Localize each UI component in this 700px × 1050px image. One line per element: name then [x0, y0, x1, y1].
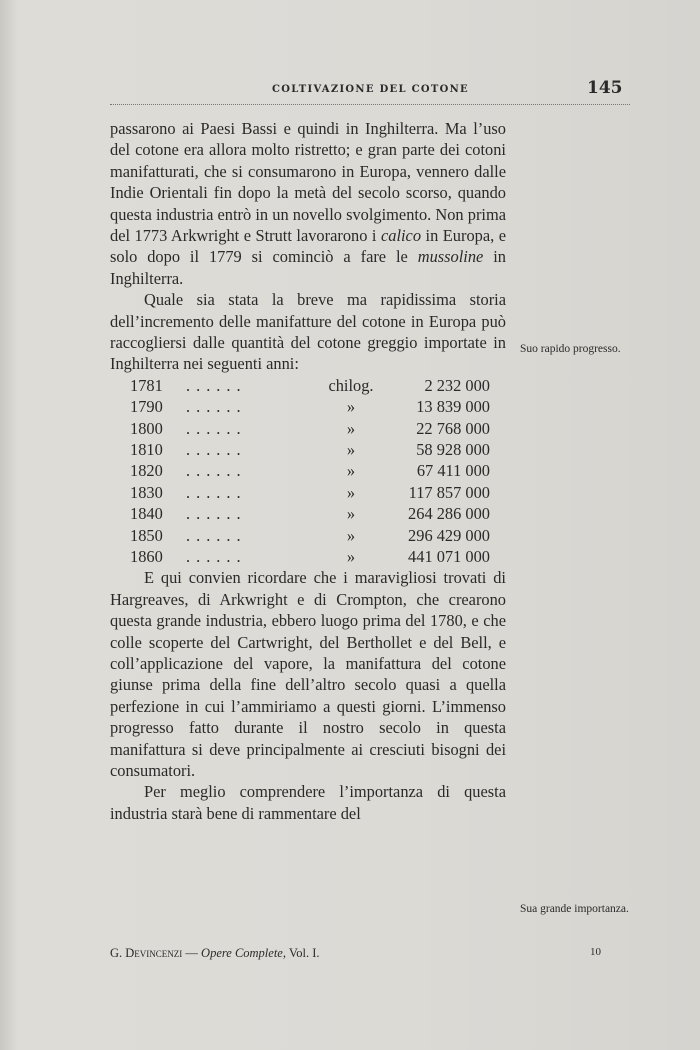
table-cell-value: 296 429 000 — [408, 525, 490, 545]
table-cell-dots: ...... — [186, 461, 247, 481]
signature-number: 10 — [590, 946, 601, 958]
paragraph-4: Per meglio comprendere l’importanza di questa industria starà bene di rammentare del — [110, 782, 506, 823]
running-title: COLTIVAZIONE DEL COTONE — [272, 84, 469, 95]
footer — [110, 946, 610, 966]
table-cell-dots: ...... — [186, 525, 247, 545]
table-cell-unit: » — [346, 525, 356, 545]
paragraph-1: passarono ai Paesi Bassi e quindi in Inghilterra. Ma l’uso del cotone era allora molto ristretto; e gran parte dei cotoni manifatturati, che si consumarono in Europa, vennero dalle Indie Orientali fin dopo la metà del secolo scorso, quando questa industria entrò in un novello svolgimento. Non prima del 1773 Arkwright e Strutt lavorarono i calico in Europa, e solo dopo il 1779 si cominciò a fare le mussoline in Inghilterra. — [110, 119, 506, 288]
table-row — [130, 460, 490, 481]
table-cell-value: 13 839 000 — [416, 397, 490, 417]
table-cell-unit: chilog. — [328, 375, 374, 395]
table-cell-year: 1810 — [130, 440, 163, 460]
table-cell-unit: » — [346, 482, 356, 502]
table-cell-year: 1781 — [130, 375, 163, 395]
table-cell-year: 1790 — [130, 397, 163, 417]
table-cell-value: 117 857 000 — [408, 482, 490, 502]
paragraph-3: E qui convien ricordare che i maravigliosi trovati di Hargreaves, di Arkwright e di Crompton, che crearono questa grande industria, ebbero luogo prima del 1780, e che colle scoperte del Cartwright, del Berthollet e del Bell, e coll’applicazione del vapore, la manifattura del cotone giunse prima della fine dell’altro secolo quasi a quella perfezione in cui l’ammiriamo a questi giorni. L’immenso progresso fatto durante il nostro secolo in questa manifattura si deve principalmente ai cresciuti bisogni dei consumatori. — [110, 568, 506, 781]
table-row — [130, 525, 490, 546]
table-row — [130, 503, 490, 524]
paragraph-2: Quale sia stata la breve ma rapidissima storia dell’incremento delle manifatture del cotone in Europa può raccogliersi dalle quantità del cotone greggio importate in Inghilterra nei seguenti anni: — [110, 290, 506, 374]
table-cell-dots: ...... — [186, 418, 247, 438]
table-cell-unit: » — [346, 547, 356, 566]
table-cell-year: 1840 — [130, 504, 163, 524]
table-cell-dots: ...... — [186, 440, 247, 460]
table-cell-dots: ...... — [186, 504, 247, 524]
table-cell-unit: » — [346, 418, 356, 438]
table-row — [130, 396, 490, 417]
table-cell-value: 2 232 000 — [424, 375, 490, 395]
table-cell-year: 1860 — [130, 547, 163, 566]
table-row — [130, 375, 490, 396]
table-row — [130, 439, 490, 460]
table-row — [130, 482, 490, 503]
body-text — [110, 118, 506, 824]
table-row — [130, 418, 490, 439]
table-cell-year: 1820 — [130, 461, 163, 481]
footer-citation: G. Devincenzi — Opere Complete, Vol. I. — [110, 946, 320, 960]
table-cell-year: 1800 — [130, 418, 163, 438]
page-number: 145 — [587, 78, 623, 98]
table-cell-unit: » — [346, 461, 356, 481]
header-rule — [110, 104, 630, 105]
table-cell-year: 1830 — [130, 482, 163, 502]
table-cell-value: 67 411 000 — [416, 461, 490, 481]
margin-note-progress: Suo rapido progresso. — [520, 343, 621, 355]
imports-table — [130, 375, 490, 568]
table-row — [130, 546, 490, 567]
table-cell-value: 22 768 000 — [416, 418, 490, 438]
italic-mussoline: mussoline — [417, 247, 484, 267]
running-head — [110, 78, 630, 102]
margin-note-importance: Sua grande importanza. — [520, 903, 629, 915]
table-cell-value: 264 286 000 — [408, 504, 490, 524]
table-cell-dots: ...... — [186, 547, 247, 566]
table-cell-dots: ...... — [186, 397, 247, 417]
table-cell-value: 58 928 000 — [416, 440, 490, 460]
table-cell-value: 441 071 000 — [408, 547, 490, 566]
table-cell-dots: ...... — [186, 482, 247, 502]
table-cell-dots: ...... — [186, 375, 247, 395]
table-cell-unit: » — [346, 504, 356, 524]
table-cell-unit: » — [346, 440, 356, 460]
italic-calico: calico — [380, 226, 422, 246]
table-cell-unit: » — [346, 397, 356, 417]
table-cell-year: 1850 — [130, 525, 163, 545]
